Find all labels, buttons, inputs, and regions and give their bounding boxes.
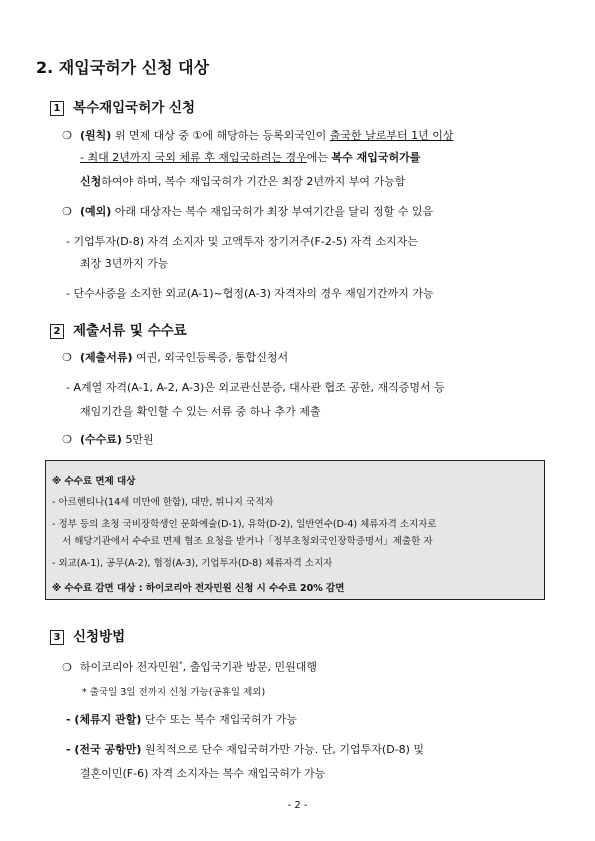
airport-line-2: 결혼이민(F-6) 자격 소지자는 복수 재입국허가 가능	[80, 767, 326, 780]
principle-underlined-text: 출국한 날로부터 1년 이상	[329, 129, 454, 142]
methods-footnote: * 출국일 3일 전까지 신청 가능(공휴일 제외)	[82, 687, 266, 698]
principle-line-2	[80, 150, 420, 166]
circle-bullet-icon: ❍	[62, 351, 72, 364]
section-number-box: 1	[50, 101, 64, 116]
methods-line	[62, 656, 317, 676]
principle-line-1	[62, 128, 454, 144]
section-number-box: 2	[50, 324, 64, 339]
a-series-line-1: - A계열 자격(A-1, A-2, A-3)은 외교관신분증, 대사관 협조 공한, 재직증명서 등	[66, 381, 445, 394]
circle-bullet-icon: ❍	[62, 660, 72, 674]
fee-line	[62, 432, 154, 448]
box-line: 서 해당기관에서 수수료 면제 협조 요청을 받거나「정부초청외국인장학증명서」제출한 자	[62, 536, 433, 547]
dash-item-1-line-2: 최장 3년까지 가능	[80, 257, 169, 270]
page-number: - 2 -	[287, 800, 308, 811]
section-title-text: 신청방법	[73, 629, 126, 645]
principle-text: 하여야 하며, 복수 재입국허가 기간은 최장 2년까지 부여 가능함	[101, 175, 406, 188]
section-title-text: 복수재입국허가 신청	[73, 100, 196, 116]
box-line: - 외교(A-1), 공무(A-2), 협정(A-3), 기업투자(D-8) 체류자격 소지자	[52, 558, 333, 569]
stay-line	[66, 712, 297, 728]
circle-bullet-icon: ❍	[62, 129, 72, 142]
dash-item-2: - 단수사증을 소지한 외교(A-1)~협정(A-3) 자격자의 경우 재임기간까지 가능	[66, 287, 434, 300]
section-2-title	[50, 319, 187, 339]
stay-label: - (체류지 관할)	[66, 713, 142, 726]
circle-bullet-icon: ❍	[62, 433, 72, 446]
exception-label: (예외)	[80, 205, 112, 218]
box-discount-line: ※ 수수료 감면 대상 : 하이코리아 전자민원 신청 시 수수료 20% 감면	[52, 583, 345, 594]
principle-bold-text: 복수 재입국허가를	[331, 151, 421, 164]
stay-text: 단수 또는 복수 재입국허가 가능	[144, 713, 298, 726]
documents-label: (제출서류)	[80, 351, 133, 364]
principle-text: 에는	[306, 151, 328, 164]
fee-text: 5만원	[125, 433, 154, 446]
section-1-title	[50, 96, 195, 116]
principle-label: (원칙)	[80, 129, 112, 142]
section-title-text: 제출서류 및 수수료	[73, 323, 187, 339]
airport-line-1	[66, 742, 424, 758]
box-line: - 아르헨티나(14세 미만에 한함), 대만, 튀니지 국적자	[52, 497, 274, 508]
principle-text: 위 면제 대상 중 ①에 해당하는 등록외국인이	[114, 129, 327, 142]
principle-underlined-text: - 최대 2년까지 국외 체류 후 재입국하려는 경우	[80, 151, 307, 164]
page-heading: 2. 재입국허가 신청 대상	[36, 58, 210, 77]
methods-text: , 출입국기관 방문, 민원대행	[182, 660, 318, 674]
fee-exemption-box	[45, 460, 545, 600]
box-title: ※ 수수료 면제 대상	[52, 476, 136, 487]
airport-label: - (전국 공항만)	[66, 743, 142, 756]
principle-line-3	[80, 174, 405, 190]
documents-text: 여권, 외국인등록증, 통합신청서	[136, 351, 289, 364]
footnote-marker: *	[179, 660, 183, 668]
a-series-line-2: 재임기간을 확인할 수 있는 서류 중 하나 추가 제출	[80, 405, 321, 418]
circle-bullet-icon: ❍	[62, 205, 72, 218]
documents-line	[62, 350, 288, 366]
principle-bold-text: 신청	[80, 175, 102, 188]
section-number-box: 3	[50, 630, 64, 645]
exception-line	[62, 204, 433, 220]
box-line: - 정부 등의 초청 국비장학생인 문화예술(D-1), 유학(D-2), 일반연수(D-4) 체류자격 소지자로	[52, 519, 437, 530]
methods-text: 하이코리아 전자민원	[80, 660, 180, 674]
fee-label: (수수료)	[80, 433, 122, 446]
airport-text: 원칙적으로 단수 재입국허가만 가능. 단, 기업투자(D-8) 및	[144, 743, 425, 756]
exception-text: 아래 대상자는 복수 재입국허가 최장 부여기간을 달리 정할 수 있음	[114, 205, 434, 218]
dash-item-1-line-1: - 기업투자(D-8) 자격 소지자 및 고액투자 장기거주(F-2-5) 자격 소지자는	[66, 235, 418, 248]
section-3-title	[50, 625, 125, 645]
